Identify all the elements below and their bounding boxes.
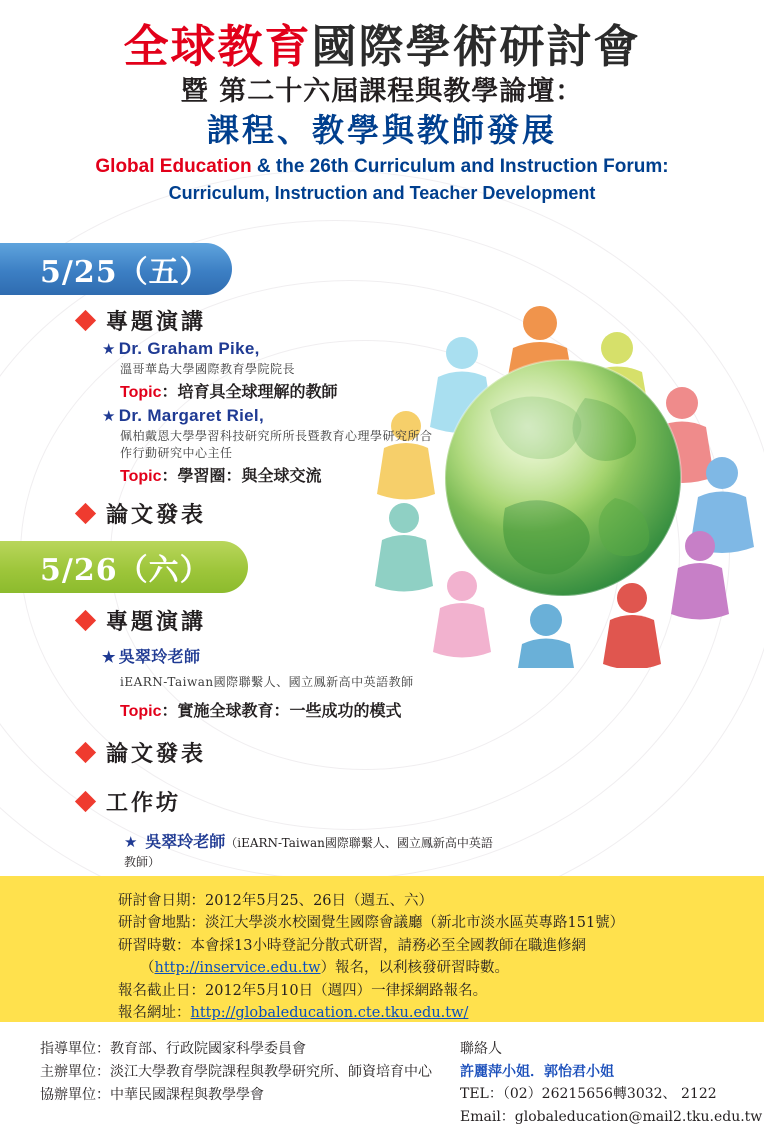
page-subtitle-zh-2: 課程、教學與教師發展 <box>206 110 557 149</box>
diamond-bullet-icon <box>75 610 96 631</box>
info-panel <box>0 876 764 1024</box>
page-title-en-emphasis: Global Education <box>95 156 252 178</box>
info-deadline-label: 報名截止日： <box>118 982 205 999</box>
page-title-en-rest: & the 26th Curriculum and Instruction Forum: <box>251 156 669 178</box>
day2-workshop-speaker-name: 吳翠玲老師 <box>145 832 226 851</box>
page-title-red: 全球教育 <box>123 20 312 73</box>
day2-workshop-label: 工作坊 <box>106 790 182 816</box>
topic-label: Topic <box>120 703 162 720</box>
day1-papers-label: 論文發表 <box>106 502 207 528</box>
day1-speaker1-topic: Topic：培育具全球理解的教師 <box>120 382 338 401</box>
footer <box>0 1024 764 1136</box>
info-regurl-label: 報名網址： <box>118 1005 191 1022</box>
diamond-bullet-icon <box>75 310 96 331</box>
footer-org1-label: 指導單位： <box>40 1041 110 1057</box>
day1-speaker2-topic: Topic：學習圈：與全球交流 <box>120 466 322 485</box>
info-deadline-value: 2012年5月10日（週四）一律採網路報名。 <box>205 982 488 999</box>
info-hours-value: 本會採13小時登記分散式研習，請務必至全國教師在職進修網 <box>190 937 586 954</box>
info-place-label: 研討會地點： <box>118 915 205 932</box>
day1-speaker1-affiliation: 溫哥華島大學國際教育學院院長 <box>120 362 296 376</box>
page-title-dark: 國際學術研討會 <box>311 20 641 73</box>
topic-label: Topic <box>120 384 162 401</box>
footer-email-value[interactable]: globaleducation@mail2.tku.edu.tw <box>514 1109 763 1126</box>
star-icon: ★ <box>102 341 116 358</box>
day1-speaker2-affiliation: 佩柏戴恩大學學習科技研究所所長暨教育心理學研究所合作行動研究中心主任 <box>120 429 433 460</box>
registration-url-link[interactable]: http://globaleducation.cte.tku.edu.tw/ <box>190 1005 469 1022</box>
star-icon: ★ <box>124 833 138 851</box>
day2-speaker1-affiliation: iEARN-Taiwan國際聯繫人、國立鳳新高中英語教師 <box>120 675 414 689</box>
day1-section-papers-title <box>78 498 438 529</box>
day1-ribbon: 5/25（五） <box>0 243 232 295</box>
page-title-en-2: Curriculum, Instruction and Teacher Development <box>168 182 596 203</box>
page-subtitle-zh-1: 暨 第二十六屆課程與教學論壇： <box>180 76 584 108</box>
footer-org2-value: 淡江大學教育學院課程與教學研究所、師資培育中心 <box>110 1064 432 1081</box>
footer-tel <box>460 1083 762 1106</box>
footer-email <box>460 1106 762 1129</box>
day2-workshop-speaker <box>124 829 498 870</box>
topic-label: Topic <box>120 468 162 485</box>
day2-workshop-speaker-affiliation: （iEARN-Taiwan國際聯繫人、國立鳳新高中英語教師） <box>124 836 493 869</box>
day2-program <box>78 605 498 896</box>
footer-contact <box>460 1038 762 1129</box>
footer-tel-value: （02）26215656轉3032、 2122 <box>502 1086 717 1103</box>
info-place-value: 淡江大學淡水校園覺生國際會議廳（新北市淡水區英專路151號） <box>205 915 625 932</box>
day1-keynote-label: 專題演講 <box>106 309 207 335</box>
day2-section-keynote-title <box>78 605 498 636</box>
day2-section-papers-title <box>78 737 498 768</box>
footer-contact-names: 許麗萍小姐．郭怡君小姐 <box>460 1063 614 1080</box>
info-date-line <box>0 890 764 912</box>
diamond-bullet-icon <box>75 742 96 763</box>
poster-header <box>0 22 764 205</box>
info-place-line <box>0 912 764 934</box>
footer-contact-label: 聯絡人 <box>460 1041 502 1057</box>
footer-org3-value: 中華民國課程與教學學會 <box>110 1087 264 1104</box>
globe-icon <box>445 360 681 596</box>
day2-speaker1-name: ★ 吳翠玲老師 <box>102 647 201 666</box>
page-title-en-1 <box>0 155 764 180</box>
footer-org2 <box>40 1061 432 1084</box>
info-paren-open: （ <box>140 960 155 977</box>
info-deadline-line <box>0 980 764 1002</box>
info-hours-line <box>0 935 764 957</box>
info-date-value: 2012年5月25、26日（週五、六） <box>205 893 434 909</box>
footer-org1-value: 教育部、行政院國家科學委員會 <box>110 1041 306 1057</box>
star-icon: ★ <box>102 648 116 666</box>
day2-section-workshop-title <box>78 786 498 817</box>
info-hours-value-2: ）報名，以利核發研習時數。 <box>320 960 510 977</box>
day1-speaker2-name: ★ Dr. Margaret Riel, <box>102 406 264 425</box>
day2-papers-label: 論文發表 <box>106 741 207 767</box>
day2-ribbon: 5/26（六） <box>0 541 248 593</box>
day1-speaker1-name: ★ Dr. Graham Pike, <box>102 339 260 358</box>
info-hours-label: 研習時數： <box>118 937 191 954</box>
footer-organizers <box>40 1038 432 1107</box>
diamond-bullet-icon <box>75 791 96 812</box>
day1-section-keynote-title <box>78 305 438 336</box>
footer-org3-label: 協辦單位： <box>40 1087 110 1104</box>
day2-keynote-label: 專題演講 <box>106 609 207 635</box>
diamond-bullet-icon <box>75 503 96 524</box>
day1-program <box>78 305 438 531</box>
star-icon: ★ <box>102 408 116 425</box>
footer-org3 <box>40 1084 432 1107</box>
footer-org1 <box>40 1038 432 1061</box>
inservice-url-link[interactable]: http://inservice.edu.tw <box>154 960 321 977</box>
footer-tel-label: TEL： <box>460 1086 503 1103</box>
footer-email-label: Email： <box>460 1109 515 1126</box>
info-date-label: 研討會日期： <box>118 893 205 909</box>
page-title <box>0 22 764 72</box>
info-hours-line-2 <box>0 957 764 979</box>
day2-speaker1-topic: Topic：實施全球教育：一些成功的模式 <box>120 701 402 720</box>
footer-org2-label: 主辦單位： <box>40 1064 110 1081</box>
